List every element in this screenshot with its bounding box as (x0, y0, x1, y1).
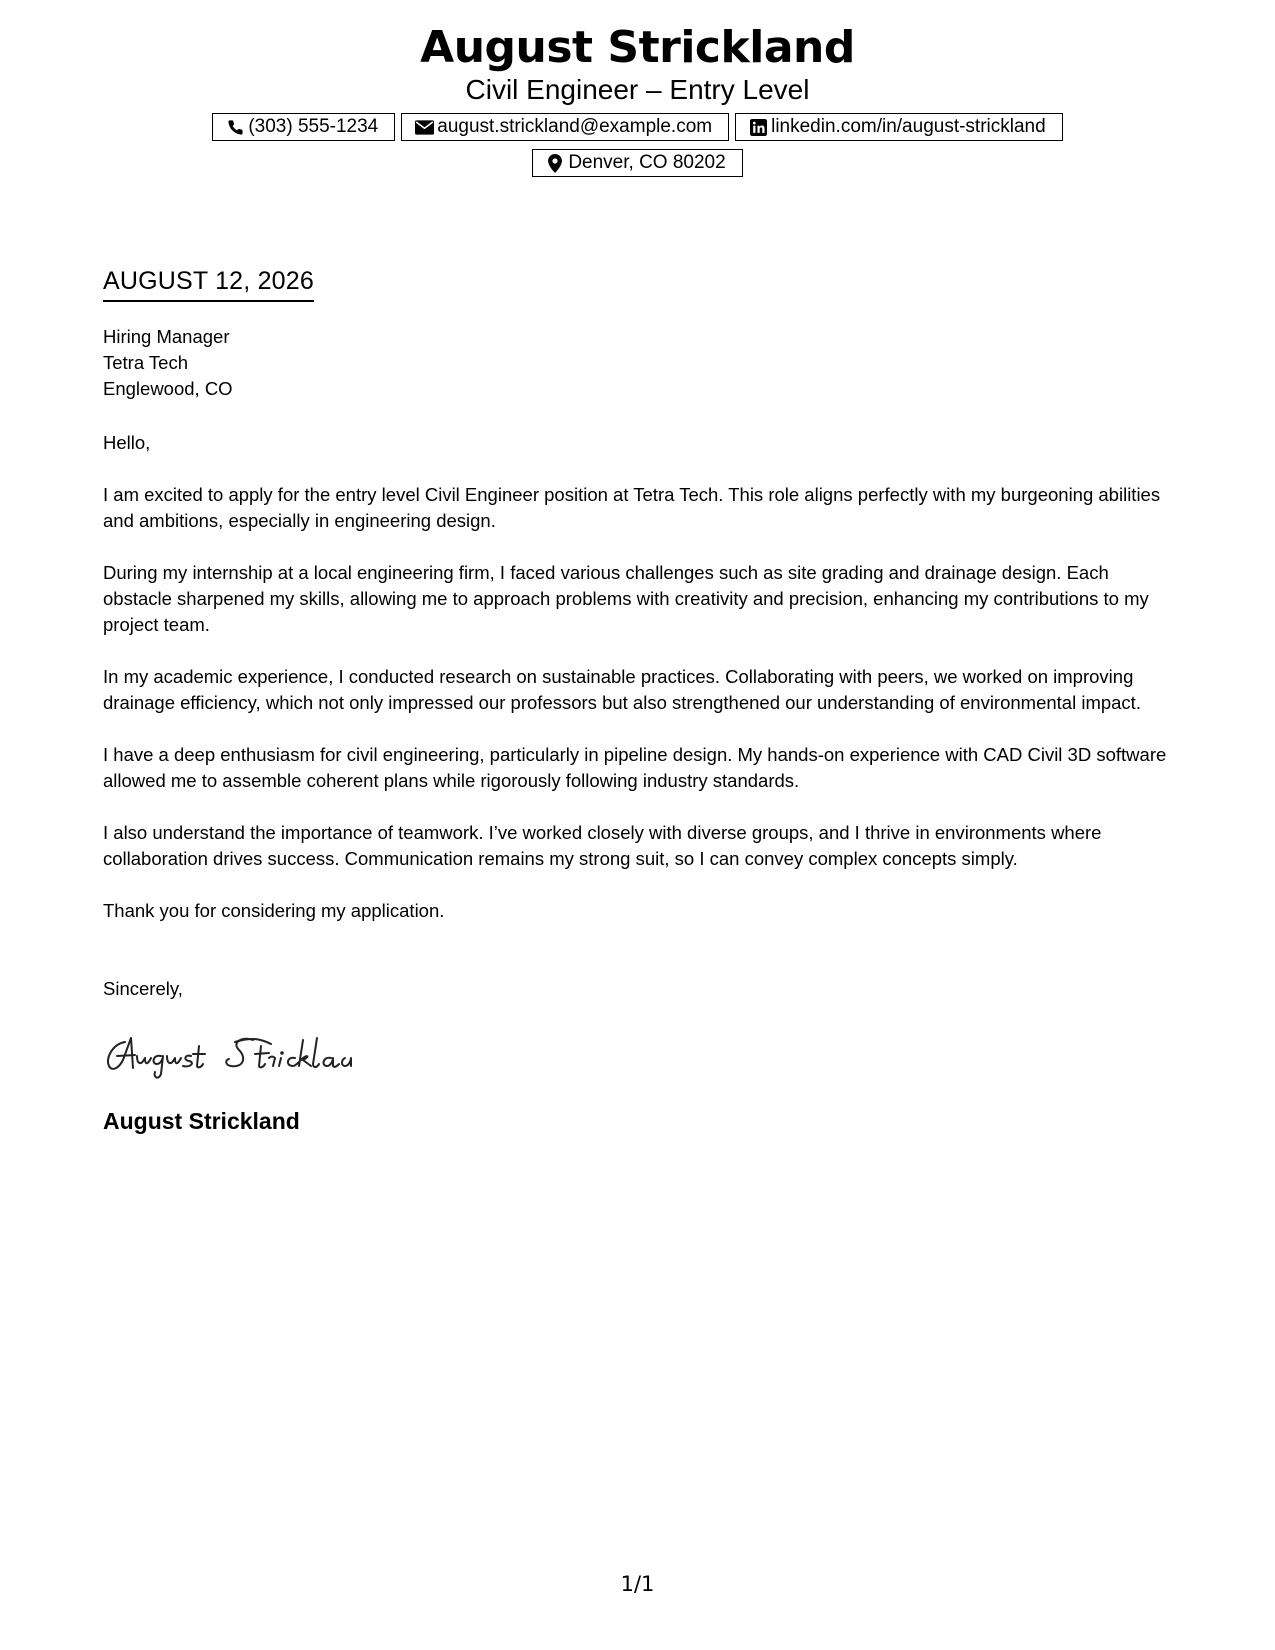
email-address: august.strickland@example.com (437, 116, 713, 137)
map-pin-icon (545, 153, 565, 173)
contact-email[interactable] (401, 113, 729, 141)
contact-info (0, 113, 1275, 177)
paragraph-6: Thank you for considering my application. (103, 900, 445, 921)
linkedin-icon (748, 117, 768, 137)
linkedin-url: linkedin.com/in/august-strickland (771, 116, 1046, 137)
recipient-title: Hiring Manager (103, 326, 230, 347)
contact-location (532, 149, 742, 177)
paragraph-4: I have a deep enthusiasm for civil engineering, particularly in pipeline design. My hands-on experience with CAD Civil 3D software allowed me to assemble coherent plans while rigorously following industry standards. (103, 744, 1167, 791)
contact-linkedin[interactable] (735, 113, 1063, 141)
recipient-block (103, 324, 1173, 402)
contact-row-2 (0, 149, 1275, 177)
paragraph-1: I am excited to apply for the entry level Civil Engineer position at Tetra Tech. This role aligns perfectly with my burgeoning abilities and ambitions, especially in engineering design. (103, 484, 1161, 531)
phone-number: (303) 555-1234 (248, 116, 379, 137)
paragraph-2: During my internship at a local engineering firm, I faced various challenges such as site grading and drainage design. Each obstacle sharpened my skills, allowing me to approach problems with creativity and precision, enhancing my contributions to my project team. (103, 562, 1149, 635)
signer-name: August Strickland (103, 1108, 300, 1134)
applicant-name: August Strickland (420, 22, 855, 73)
recipient-company: Tetra Tech (103, 352, 189, 373)
greeting: Hello, (103, 432, 151, 453)
handwritten-signature (103, 1028, 373, 1082)
closing: Sincerely, (103, 978, 183, 999)
letter-body (103, 264, 1173, 1136)
job-title: Civil Engineer – Entry Level (465, 74, 810, 105)
page-number: 1/1 (620, 1572, 655, 1596)
letter-date: AUGUST 12, 2026 (103, 264, 314, 302)
contact-phone[interactable] (212, 113, 395, 141)
letter-header (0, 22, 1275, 106)
location-text: Denver, CO 80202 (568, 152, 726, 173)
paragraph-3: In my academic experience, I conducted research on sustainable practices. Collaborating with peers, we worked on improving drainage efficiency, which not only impressed our professors but also strengthened our understanding of environmental impact. (103, 666, 1141, 713)
recipient-location: Englewood, CO (103, 378, 233, 399)
paragraph-5: I also understand the importance of teamwork. I’ve worked closely with diverse groups, and I thrive in environments where collaboration drives success. Communication remains my strong suit, so I can convey complex concepts simply. (103, 822, 1102, 869)
signature-image (103, 1028, 373, 1082)
contact-row-1 (0, 113, 1275, 141)
envelope-icon (414, 117, 434, 137)
phone-icon (225, 117, 245, 137)
